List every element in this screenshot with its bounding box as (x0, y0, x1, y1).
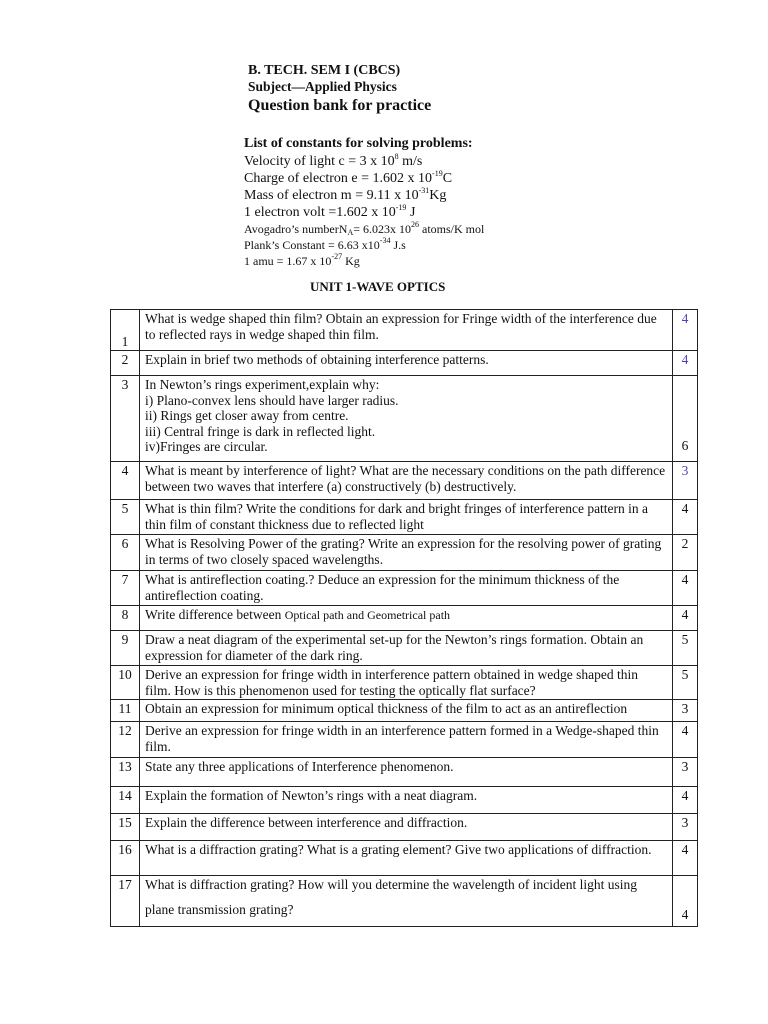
question-line: What is diffraction grating? How will you determine the wavelength of incident light using (145, 877, 638, 892)
question-marks: 6 (673, 376, 698, 462)
question-text: State any three applications of Interference phenomenon. (140, 758, 673, 787)
document-title: Question bank for practice (248, 97, 432, 114)
question-table (110, 309, 698, 927)
table-row (111, 310, 698, 351)
question-line: In Newton’s rings experiment,explain why: (145, 377, 380, 392)
table-row (111, 787, 698, 814)
table-row (111, 722, 698, 758)
question-marks: 2 (673, 535, 698, 571)
question-marks: 5 (673, 631, 698, 666)
question-text: Write difference between Optical path and Geometrical path (140, 606, 673, 631)
question-line: iv)Fringes are circular. (145, 439, 268, 454)
question-text: Draw a neat diagram of the experimental set-up for the Newton’s rings formation. Obtain an expression for diameter of the dark ring. (140, 631, 673, 666)
question-text: Explain the difference between interference and diffraction. (140, 814, 673, 841)
question-text: What is antireflection coating.? Deduce an expression for the minimum thickness of the antireflection coating. (140, 571, 673, 606)
table-row (111, 376, 698, 462)
table-row (111, 571, 698, 606)
question-line: iii) Central fringe is dark in reflected light. (145, 423, 376, 439)
document-header (248, 62, 431, 117)
table-row (111, 758, 698, 787)
question-number: 13 (111, 758, 140, 787)
question-line: ii) Rings get closer away from centre. (145, 408, 349, 423)
constant-electron-charge: Charge of electron e = 1.602 x $10^{-19}C$ (244, 169, 453, 186)
table-row (111, 351, 698, 376)
question-text: Derive an expression for fringe width in interference pattern obtained in wedge shaped thin film. How is this phenomenon used for testing the optically flat surface? (140, 666, 673, 700)
question-marks: 4 (673, 876, 698, 927)
question-number: 16 (111, 841, 140, 876)
question-text: Explain in brief two methods of obtaining interference patterns. (140, 351, 673, 376)
constant-velocity-of-light: Velocity of light c = 3 x $10^8$ m/s (244, 152, 423, 169)
constants-heading: List of constants for solving problems: (244, 136, 473, 151)
table-row (111, 841, 698, 876)
question-number: 4 (111, 462, 140, 500)
table-row (111, 462, 698, 500)
question-number: 5 (111, 500, 140, 535)
question-text: What is meant by interference of light? What are the necessary conditions on the path difference between two waves that interfere (a) constructively (b) destructively. (140, 462, 673, 500)
question-text: What is wedge shaped thin film? Obtain an expression for Fringe width of the interference due to reflected rays in wedge shaped thin film. (140, 310, 673, 351)
question-number: 2 (111, 351, 140, 376)
question-marks: 4 (673, 500, 698, 535)
question-marks: 4 (673, 841, 698, 876)
constant-electron-mass: Mass of electron m = 9.11 x $10^{-31}Kg$ (244, 186, 447, 203)
question-line: i) Plano-convex lens should have larger radius. (145, 392, 399, 408)
question-line: plane transmission grating? (145, 901, 294, 917)
table-row (111, 500, 698, 535)
question-marks: 4 (673, 571, 698, 606)
question-marks: 3 (673, 814, 698, 841)
constant-planck: Plank’s Constant = 6.63 $x10^{-34}$ J.s (244, 236, 406, 252)
question-marks: 3 (673, 758, 698, 787)
question-number: 6 (111, 535, 140, 571)
question-number: 1 (111, 310, 140, 351)
question-marks: 3 (673, 700, 698, 722)
constant-electron-volt: 1 electron volt =1.602 x $10^{-19}$ J (244, 203, 416, 220)
unit-heading: UNIT 1-WAVE OPTICS (310, 279, 446, 294)
question-number: 7 (111, 571, 140, 606)
question-marks: 4 (673, 787, 698, 814)
constant-avogadro: Avogadro’s numberN$_A$= 6.023x $10^{26}$ atoms/K mol (244, 220, 485, 237)
table-row (111, 631, 698, 666)
question-marks: 4 (673, 351, 698, 376)
question-text: Explain the formation of Newton’s rings with a neat diagram. (140, 787, 673, 814)
question-text (140, 376, 673, 462)
question-number: 11 (111, 700, 140, 722)
question-number: 9 (111, 631, 140, 666)
question-marks: 4 (673, 722, 698, 758)
table-row (111, 814, 698, 841)
question-text: What is a diffraction grating? What is a grating element? Give two applications of diffraction. (140, 841, 673, 876)
question-number: 14 (111, 787, 140, 814)
question-marks: 5 (673, 666, 698, 700)
question-marks: 4 (673, 310, 698, 351)
question-number: 12 (111, 722, 140, 758)
table-row (111, 606, 698, 631)
table-row (111, 876, 698, 927)
constant-amu: 1 amu = 1.67 x $10^{-27}$ Kg (244, 252, 360, 268)
question-number: 15 (111, 814, 140, 841)
question-number: 3 (111, 376, 140, 462)
table-row (111, 535, 698, 571)
question-text: What is Resolving Power of the grating? Write an expression for the resolving power of grating in terms of two closely spaced wavelengths. (140, 535, 673, 571)
question-text: Derive an expression for fringe width in an interference pattern formed in a Wedge-shaped thin film. (140, 722, 673, 758)
question-marks: 3 (673, 462, 698, 500)
question-marks: 4 (673, 606, 698, 631)
subject-title: Subject—Applied Physics (248, 79, 397, 94)
question-text (140, 876, 673, 927)
question-text: What is thin film? Write the conditions for dark and bright fringes of interference pattern in a thin film of constant thickness due to reflected light (140, 500, 673, 535)
course-title: B. TECH. SEM I (CBCS) (248, 63, 401, 78)
question-text: Obtain an expression for minimum optical thickness of the film to act as an antireflection (140, 700, 673, 722)
table-row (111, 666, 698, 700)
table-row (111, 700, 698, 722)
constants-list (244, 135, 484, 269)
question-number: 8 (111, 606, 140, 631)
question-number: 17 (111, 876, 140, 927)
question-number: 10 (111, 666, 140, 700)
